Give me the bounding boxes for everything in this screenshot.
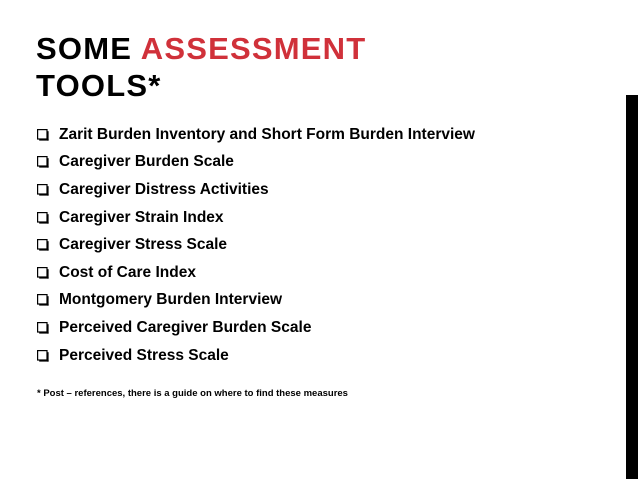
list-item-label: Perceived Caregiver Burden Scale (59, 318, 312, 336)
list-item (37, 121, 475, 149)
checkbox-square-icon (37, 156, 49, 168)
list-item-label: Cost of Care Index (59, 263, 196, 281)
list-item-label: Caregiver Stress Scale (59, 236, 228, 254)
checkbox-square-icon (37, 267, 49, 279)
checkbox-square-icon (37, 350, 49, 362)
list-item (37, 176, 475, 204)
title-plain-text: SOME (36, 31, 141, 66)
checkbox-square-icon (37, 239, 49, 251)
title-second-line: TOOLS* (36, 68, 162, 103)
list-item-label: Caregiver Strain Index (59, 208, 224, 226)
checkbox-square-icon (37, 322, 49, 334)
checkbox-square-icon (37, 212, 49, 224)
list-item (37, 342, 475, 370)
list-item (37, 314, 475, 342)
decorative-side-bar (626, 95, 638, 479)
list-item (37, 231, 475, 259)
assessment-tools-list (37, 121, 475, 369)
list-item-label: Caregiver Burden Scale (59, 153, 234, 171)
list-item (37, 259, 475, 287)
list-item (37, 149, 475, 177)
list-item (37, 204, 475, 232)
slide-title (36, 30, 366, 104)
list-item-label: Montgomery Burden Interview (59, 291, 283, 309)
list-item (37, 287, 475, 315)
list-item-label: Caregiver Distress Activities (59, 180, 269, 198)
checkbox-square-icon (37, 294, 49, 306)
checkbox-square-icon (37, 184, 49, 196)
checkbox-square-icon (37, 129, 49, 141)
list-item-label: Perceived Stress Scale (59, 346, 229, 364)
title-accent-text: ASSESSMENT (140, 31, 367, 66)
footnote: * Post – references, there is a guide on where to find these measures (37, 388, 348, 399)
list-item-label: Zarit Burden Inventory and Short Form Burden Interview (59, 125, 475, 143)
